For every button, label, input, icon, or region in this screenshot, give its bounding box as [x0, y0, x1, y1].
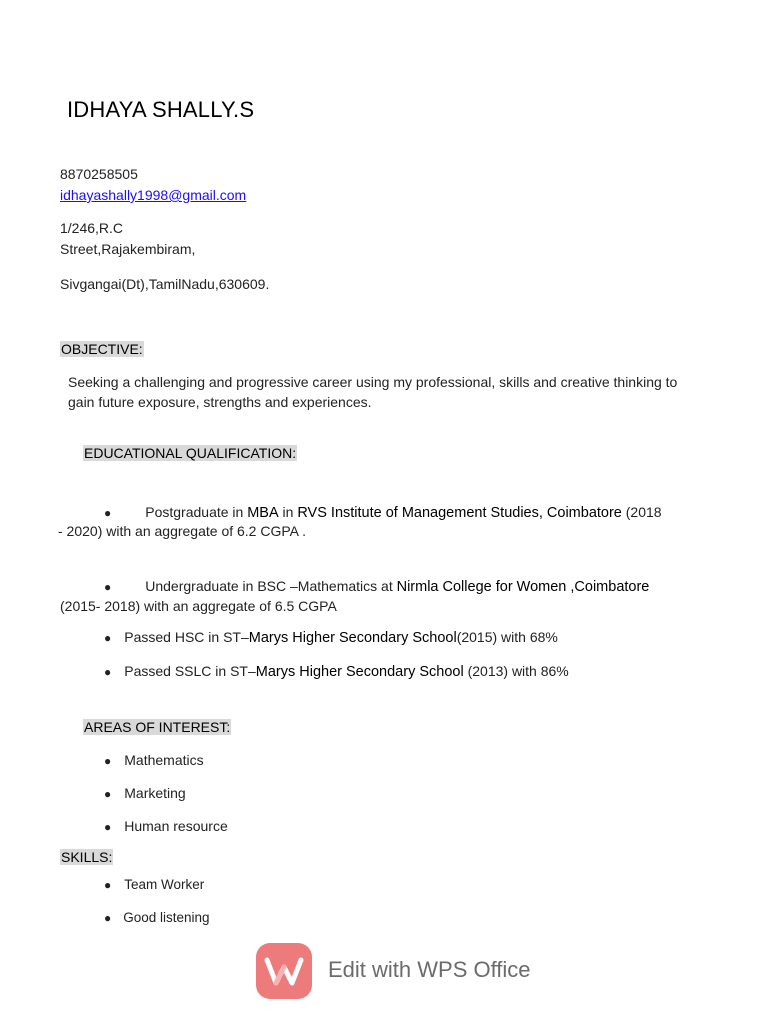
bullet-icon: ●: [104, 631, 112, 645]
hsc-text-3: (2015) with 68%: [456, 629, 558, 645]
objective-line-2: gain future exposure, strengths and experiences.: [68, 394, 372, 410]
skill-item: Team Worker: [124, 877, 205, 892]
address-line-1: 1/246,R.C: [60, 220, 124, 236]
bullet-icon: ●: [104, 911, 112, 925]
email-link[interactable]: idhayashally1998@gmail.com: [60, 187, 247, 203]
wps-logo-icon[interactable]: [256, 943, 312, 999]
education-heading: [83, 443, 297, 463]
interest-item: Mathematics: [124, 752, 204, 768]
list-item: [104, 875, 204, 895]
bullet-icon: ●: [104, 878, 112, 892]
interest-item: Human resource: [124, 818, 228, 834]
interests-heading: [83, 717, 231, 737]
list-item: [104, 502, 662, 523]
ug-text-1: Undergraduate in BSC –Mathematics at: [145, 578, 397, 594]
objective-heading-text: OBJECTIVE:: [61, 341, 143, 357]
bullet-icon: ●: [104, 787, 112, 801]
hsc-school: Marys Higher Secondary School: [248, 630, 457, 646]
list-item: [104, 908, 210, 928]
wps-edit-link[interactable]: Edit with WPS Office: [328, 957, 531, 982]
pg-institute: RVS Institute of Management Studies, Coimbatore: [297, 505, 622, 521]
objective-line-1: Seeking a challenging and progressive career using my professional, skills and creative thinking to: [68, 374, 678, 390]
objective-heading: [60, 339, 144, 359]
list-item: [104, 816, 228, 837]
bullet-icon: ●: [104, 820, 112, 834]
list-item: [104, 750, 204, 771]
sslc-school: Marys Higher Secondary School: [255, 664, 464, 680]
interests-heading-text: AREAS OF INTEREST:: [84, 719, 231, 735]
pg-degree: MBA: [247, 505, 279, 521]
sslc-text-3: (2013) with 86%: [463, 663, 569, 679]
list-item: [104, 576, 649, 597]
pg-text-1: Postgraduate in: [145, 504, 248, 520]
pg-line-2: - 2020) with an aggregate of 6.2 CGPA .: [58, 523, 307, 539]
skill-item: Good listening: [123, 910, 210, 925]
skills-heading-text: SKILLS:: [61, 849, 113, 865]
sslc-text-1: Passed SSLC in ST–: [124, 663, 256, 679]
ug-institute: Nirmla College for Women ,Coimbatore: [396, 579, 650, 595]
hsc-text-1: Passed HSC in ST–: [124, 629, 249, 645]
phone-number: 8870258505: [60, 166, 138, 182]
pg-text-5: (2018: [621, 504, 662, 520]
bullet-icon: ●: [104, 665, 112, 679]
skills-heading: [60, 847, 113, 867]
address-line-2: Street,Rajakembiram,: [60, 241, 196, 257]
bullet-icon: ●: [104, 506, 112, 520]
bullet-icon: ●: [104, 580, 112, 594]
pg-text-3: in: [278, 504, 298, 520]
list-item: [104, 783, 186, 804]
education-heading-text: EDUCATIONAL QUALIFICATION:: [84, 445, 297, 461]
list-item: [104, 661, 569, 682]
list-item: [104, 627, 558, 648]
ug-line-2: (2015- 2018) with an aggregate of 6.5 CGPA: [60, 598, 337, 614]
interest-item: Marketing: [124, 785, 186, 801]
address-line-3: Sivgangai(Dt),TamilNadu,630609.: [60, 276, 270, 292]
candidate-name: IDHAYA SHALLY.S: [67, 97, 255, 122]
bullet-icon: ●: [104, 754, 112, 768]
